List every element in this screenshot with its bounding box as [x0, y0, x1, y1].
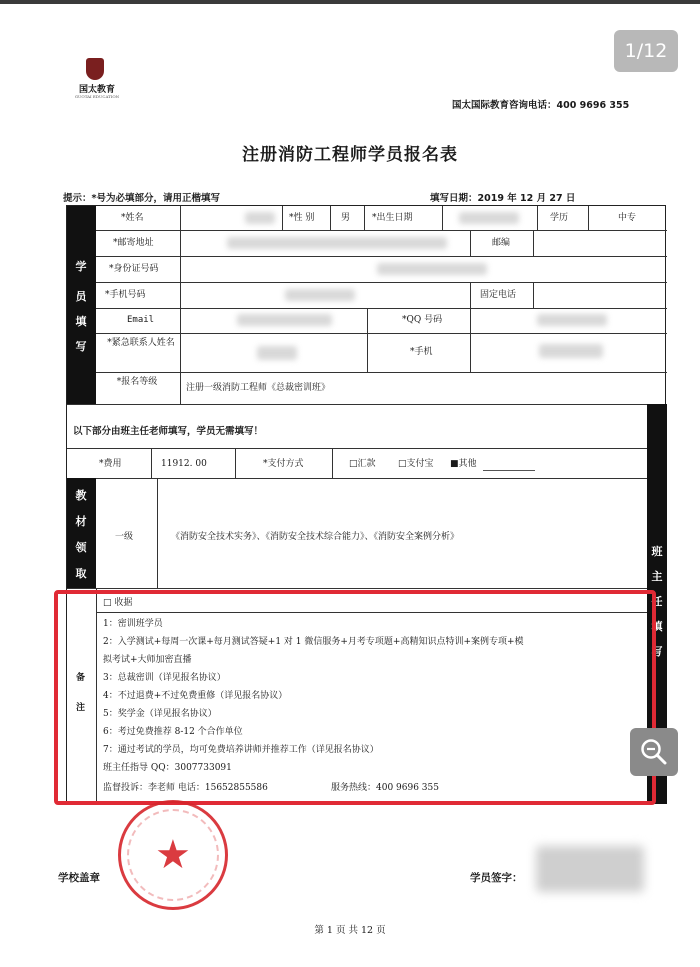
- school-seal-label: 学校盖章: [58, 872, 100, 884]
- teacher-side-char: 班: [651, 545, 663, 558]
- viewer-top-bar: [0, 0, 700, 4]
- student-side-column: [67, 206, 96, 404]
- other-underline: [483, 470, 535, 471]
- emergency-phone-redacted: [539, 344, 603, 358]
- qq-value-redacted: [537, 314, 607, 326]
- remarks-side-char: 注: [76, 703, 86, 713]
- teacher-side-char: 写: [651, 645, 663, 658]
- id-number-label: *身份证号码: [109, 264, 159, 274]
- zoom-button[interactable]: [630, 728, 678, 776]
- teacher-side-char: 任: [651, 595, 663, 608]
- course-level-label: *报名等级: [116, 377, 158, 387]
- education-value: 中专: [618, 213, 637, 223]
- form-hint: 提示：*号为必填部分，请用正楷填写: [63, 193, 220, 204]
- fill-date: 填写日期：2019 年 12 月 27 日: [430, 193, 576, 204]
- id-number-redacted: [377, 263, 487, 275]
- student-side-char: 员: [75, 290, 87, 303]
- gender-label: *性 别: [289, 213, 315, 223]
- education-label: 学历: [550, 213, 569, 223]
- emergency-name-redacted: [257, 346, 297, 360]
- teacher-only-note: 以下部分由班主任老师填写，学员无需填写！: [73, 426, 264, 437]
- course-level-value: 注册一级消防工程师《总裁密训班》: [186, 383, 331, 393]
- company-logo: [74, 58, 120, 100]
- highlight-box: [54, 590, 656, 805]
- gender-value: 男: [341, 213, 351, 223]
- landline-label: 固定电话: [480, 290, 517, 300]
- page-footer: 第 1 页 共 12 页: [314, 925, 386, 936]
- payment-option-remittance: □汇款: [349, 459, 376, 469]
- teacher-qq: 班主任指导 QQ：3007733091: [103, 763, 232, 773]
- page-counter: 1/12: [614, 30, 678, 72]
- payment-option-alipay: □支付宝: [398, 459, 434, 469]
- remark-item: 5：奖学金（详见报名协议）: [103, 709, 217, 719]
- remark-item: 4：不过退费+不过免费重修（详见报名协议）: [103, 691, 288, 701]
- student-signature-redacted: [536, 846, 644, 892]
- phone-value-redacted: [285, 289, 355, 301]
- document-title: 注册消防工程师学员报名表: [242, 145, 458, 165]
- name-label: *姓名: [121, 213, 144, 223]
- remark-item: 2：入学测试+每周一次课+每月测试答疑+1 对 1 微信服务+月考专项题+高精知识点特训+案例专项+模: [103, 637, 524, 647]
- student-signature-label: 学员签字：: [470, 872, 523, 884]
- birth-value-redacted: [459, 212, 519, 224]
- remark-item: 7：通过考试的学员，均可免费培养讲师并推荐工作（详见报名协议）: [103, 745, 379, 755]
- student-side-char: 填: [75, 315, 87, 328]
- birth-label: *出生日期: [372, 213, 413, 223]
- postcode-label: 邮编: [492, 238, 511, 248]
- zoom-in-icon: [639, 737, 669, 767]
- emergency-contact-label: *紧急联系人姓名: [107, 338, 175, 348]
- materials-side-char: 取: [75, 567, 87, 580]
- materials-list: 《消防安全技术实务》、《消防安全技术综合能力》、《消防安全案例分析》: [171, 532, 460, 542]
- remark-item: 6：考过免费推荐 8-12 个合作单位: [103, 727, 243, 737]
- email-value-redacted: [237, 314, 332, 326]
- teacher-side-char: 主: [651, 570, 663, 583]
- materials-side-char: 材: [75, 515, 87, 528]
- receipt-checkbox: □ 收据: [103, 598, 133, 608]
- address-label: *邮寄地址: [113, 238, 154, 248]
- company-stamp: [118, 800, 228, 910]
- student-side-char: 写: [75, 340, 87, 353]
- logo-mark: [86, 58, 104, 80]
- address-value-redacted: [227, 237, 447, 249]
- complaint-contact: 监督投诉：李老师 电话：15652855586: [103, 783, 268, 793]
- student-side-char: 学: [75, 260, 87, 273]
- materials-level: 一级: [115, 532, 134, 542]
- payment-label: *支付方式: [263, 459, 304, 469]
- fee-label: *费用: [99, 459, 122, 469]
- remark-item: 1：密训班学员: [103, 619, 163, 629]
- phone-label: *手机号码: [105, 290, 146, 300]
- qq-label: *QQ 号码: [402, 315, 443, 325]
- logo-text: 国太教育: [78, 85, 115, 95]
- materials-side-char: 教: [75, 489, 87, 502]
- email-label: Email: [127, 315, 155, 325]
- header-hotline: 国太国际教育咨询电话：400 9696 355: [452, 100, 630, 111]
- star-icon: ★: [155, 832, 191, 878]
- remark-item: 拟考试+大师加密直播: [103, 655, 192, 665]
- service-hotline: 服务热线：400 9696 355: [331, 783, 439, 793]
- teacher-side-char: 填: [651, 620, 663, 633]
- remarks-side-char: 备: [76, 673, 86, 683]
- emergency-phone-label: *手机: [410, 347, 433, 357]
- fee-value: 11912. 00: [161, 459, 207, 469]
- payment-option-other: ■其他: [450, 459, 477, 469]
- logo-subtext: GUOTAI EDUCATION: [74, 94, 120, 99]
- remark-item: 3：总裁密训（详见报名协议）: [103, 673, 226, 683]
- materials-side-char: 领: [75, 541, 87, 554]
- name-value-redacted: [245, 212, 275, 224]
